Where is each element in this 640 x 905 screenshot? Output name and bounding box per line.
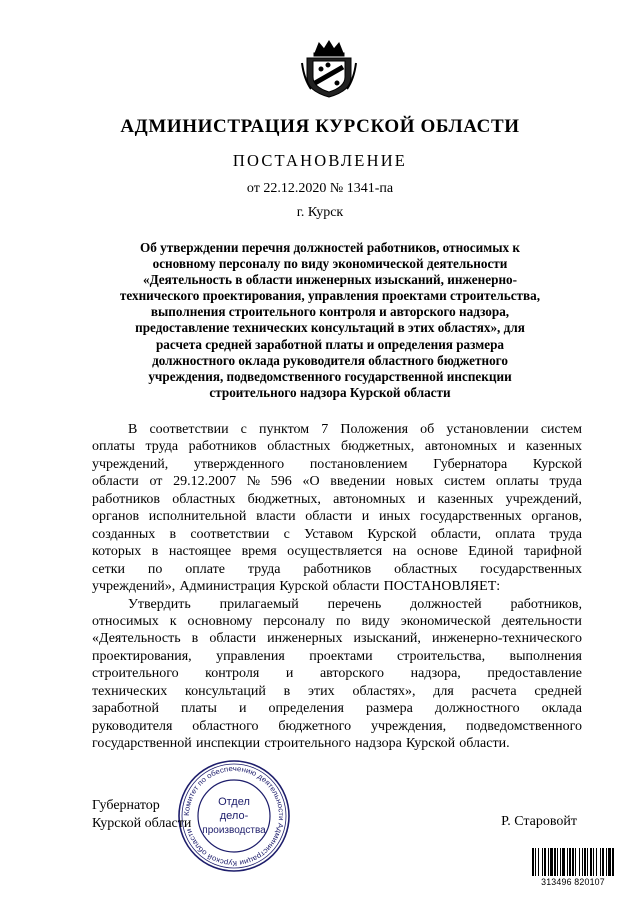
body-word: деятельности [501,613,582,629]
title-line: учреждения, подведомственного государственной инспекции [148,368,512,384]
barcode-bar [562,848,565,876]
body-word: «О [302,474,320,490]
body-word: персоналу [263,613,326,629]
body-word: бюджетного [278,718,352,734]
body-word: ПОСТАНОВЛЯЕТ: [383,579,501,595]
body-word: № [246,474,261,490]
body-word: консультаций [185,683,266,699]
body-word: в [191,631,199,647]
body-line [92,700,582,717]
body-word: осуществляется [287,544,383,560]
body-word: относимых [92,613,159,629]
body-line [92,438,582,455]
body-word: органов, [531,509,582,525]
body-word: учреждения, [370,718,447,734]
body-word: казенных [437,491,494,507]
body-word: областного [192,718,259,734]
barcode-bar [557,848,558,876]
body-word: в [169,526,177,542]
barcode-bar [593,848,594,876]
barcode-bar [567,848,568,876]
body-line [92,543,582,560]
body-word: руководителя [92,718,173,734]
body-word: тарифной [523,544,582,560]
barcode-bar [612,848,614,876]
title-line: предоставление технических консультаций в этих областях», для [135,320,525,336]
body-word: время [241,544,277,560]
body-word: труда [145,439,179,455]
body-word: предоставление [487,666,582,682]
body-word: основному [187,613,253,629]
body-word: перечень [327,596,382,612]
title-line: «Деятельность в области инженерных изысканий, инженерно- [142,272,518,288]
body-word: пунктом [259,422,310,437]
body-word: оплате [185,561,225,577]
body-word: органов [92,509,140,525]
body-word: на [392,544,407,560]
body-line [92,630,582,647]
title-line: Об утверждении перечня должностей работников, относимых к [140,240,520,255]
body-word: с [283,526,290,542]
body-line [92,508,582,525]
body-word: Администрация [179,579,276,595]
body-word: иных [378,509,411,525]
body-word: виду [361,613,390,629]
body-word: области [305,509,353,525]
body-word: соответствии [190,526,270,542]
title-line: основному персоналу по виду экономической деятельности [152,256,508,272]
body-word: работников [188,439,257,455]
barcode-bar [584,848,586,876]
stamp-center-line: производства [202,825,266,836]
body-word: созданных [92,526,156,542]
body-word: и [507,439,516,455]
body-word: строительного [264,736,351,752]
body-word: 7 [321,422,329,437]
title-line: расчета средней заработной платы и определения размера [155,336,505,352]
resolution-body [92,421,582,753]
barcode-bar [596,848,597,876]
body-word: Курской [405,736,456,752]
body-word: областных [267,439,331,455]
city-line: г. Курск [296,205,344,220]
resolution-title [100,240,560,401]
barcode-bar [538,848,539,876]
stamp-center-line: дело- [219,810,249,822]
body-word: учреждений, [92,456,169,472]
body-word: проектирования, [92,648,192,664]
body-word: подведомственного [466,718,582,734]
body-word: постановлением [309,456,408,472]
body-word: для [433,683,454,699]
body-word: размера [366,701,413,717]
organization-title: АДМИНИСТРАЦИЯ КУРСКОЙ ОБЛАСТИ [120,116,520,137]
barcode-bar [575,848,576,876]
body-word: в [283,683,291,699]
body-word: и [417,491,426,507]
body-word: Курской [367,526,417,542]
body-word: работников [92,491,160,507]
body-word: Курской [279,579,329,595]
body-word: 29.12.2007 [173,474,237,490]
barcode-bar [600,848,601,876]
body-line [92,613,582,630]
body-word: Курской [532,456,582,472]
coat-of-arms-icon [301,39,357,99]
barcode-bar [602,848,604,876]
body-line [92,456,582,473]
barcode-bar [572,848,574,876]
body-word: надзора, [410,666,461,682]
barcode-bar [532,848,534,876]
body-word: Положения [340,422,409,437]
body-word: новых [395,474,434,490]
body-word: должностей [410,596,482,612]
body-word: труда [247,561,281,577]
body-word: бюджетных, [247,491,321,507]
body-line [92,578,582,595]
body-word: основе [416,544,458,560]
body-word: настоящее [168,544,232,560]
body-word: В [128,422,138,437]
barcode-bar [579,848,580,876]
body-word: оклада [541,701,582,717]
body-word: труда [549,526,582,542]
barcode-bar [587,848,588,876]
body-word: «Деятельность [92,631,181,647]
barcode-bar [606,848,607,876]
body-word: автономных [424,439,498,455]
body-word: учреждений», [92,579,176,595]
stamp-ring-text: Комитет по обеспечению деятельности Администрации Курской области [181,763,287,869]
body-word: по [336,613,351,629]
body-word: и [285,666,294,682]
title-line: технического проектирования, управления проектами строительства, [119,288,541,304]
barcode-bars-icon [531,848,615,876]
body-word: автономных [333,491,406,507]
body-word: авторского [319,666,385,682]
body-line [92,526,582,543]
body-word: Единой [468,544,514,560]
body-word: учреждений, [505,491,582,507]
body-word: государственных [420,509,522,525]
body-word: надзора [355,736,402,752]
body-word: оплаты [92,439,135,455]
body-word: технических [92,683,168,699]
body-word: строительного [92,666,179,682]
body-word: государственных [480,561,582,577]
body-word: и [238,701,247,717]
body-word: систем [444,474,486,490]
body-line [92,596,582,613]
barcode-bar [542,848,543,876]
body-line [92,648,582,665]
body-line [92,683,582,700]
body-word: должностного [434,701,520,717]
body-line [92,473,582,490]
body-word: государственной [92,736,192,752]
body-word: определения [268,701,344,717]
body-word: Утвердить [128,596,191,612]
body-word: инспекции [195,736,261,752]
body-word: заработной [92,701,159,717]
signatory-position [92,797,191,832]
title-line: выполнения строительного контроля и авторского надзора, [150,304,510,320]
body-line [92,421,582,438]
body-word: 596 [270,474,292,490]
body-word: области [92,474,139,490]
body-word: об [420,422,435,437]
position-line: Курской области [92,815,192,831]
title-line: должностного оклада руководителя областного бюджетного [152,352,508,368]
body-word: инженерно-технического [431,631,582,647]
body-line [92,491,582,508]
body-word: работников [303,561,372,577]
official-stamp [176,758,292,874]
barcode-bar [550,848,553,876]
barcode-bar [582,848,583,876]
barcode-number: 313496 820107 [541,877,605,887]
body-word: исполнительной [148,509,247,525]
barcode-bar [569,848,571,876]
body-word: области, [430,526,482,542]
body-word: оплаты [495,474,539,490]
body-word: экономической [400,613,491,629]
body-word: утвержденного [193,456,285,472]
date-number-line: от 22.12.2020 № 1341-па [246,181,394,196]
body-word: Уставом [304,526,354,542]
body-word: с [240,422,247,437]
body-word: платы [181,701,217,717]
barcode-bar [608,848,611,876]
body-line [92,561,582,578]
stamp-center-line: Отдел [218,796,250,808]
body-word: областных [172,491,236,507]
body-word: изысканий, [353,631,421,647]
body-word: инженерных [267,631,343,647]
body-word: и [361,509,370,525]
body-word: управления [216,648,285,664]
body-word: от [149,474,163,490]
body-word: систем [540,422,582,437]
body-word: которых [92,544,142,560]
signatory-name: Р. Старовойт [501,814,577,829]
body-line [92,735,582,752]
body-word: власти [256,509,296,525]
barcode-bar [560,848,561,876]
body-word: области [332,579,380,595]
body-line [92,718,582,735]
body-word: расчета [471,683,517,699]
body-word: установлении [446,422,529,437]
barcode-bar [548,848,549,876]
body-word: казенных [526,439,582,455]
title-line: строительного надзора Курской области [209,384,451,400]
document-type: ПОСТАНОВЛЕНИЕ [232,151,408,170]
barcode-bar [535,848,536,876]
body-word: введении [330,474,386,490]
body-word: труда [549,474,582,490]
body-word: Губернатора [433,456,508,472]
body-word: областях», [352,683,416,699]
barcode-bar [590,848,592,876]
body-word: области [209,631,257,647]
barcode-bar [554,848,556,876]
barcode-bar [544,848,546,876]
body-word: соответствии [149,422,229,437]
body-word: средней [534,683,582,699]
body-word: сетки [92,561,126,577]
position-line: Губернатор [92,798,160,813]
body-word: области. [459,736,510,752]
body-line [92,665,582,682]
body-word: проектами [309,648,373,664]
body-word: работников, [510,596,582,612]
body-word: этих [308,683,335,699]
barcode [531,848,615,886]
body-word: оплата [495,526,536,542]
body-word: в [151,544,159,560]
body-word: строительства, [396,648,486,664]
body-word: областных [394,561,458,577]
body-word: выполнения [509,648,582,664]
body-word: прилагаемый [219,596,299,612]
body-word: контроля [205,666,260,682]
body-word: по [147,561,163,577]
body-word: бюджетных, [341,439,415,455]
body-word: к [169,613,177,629]
